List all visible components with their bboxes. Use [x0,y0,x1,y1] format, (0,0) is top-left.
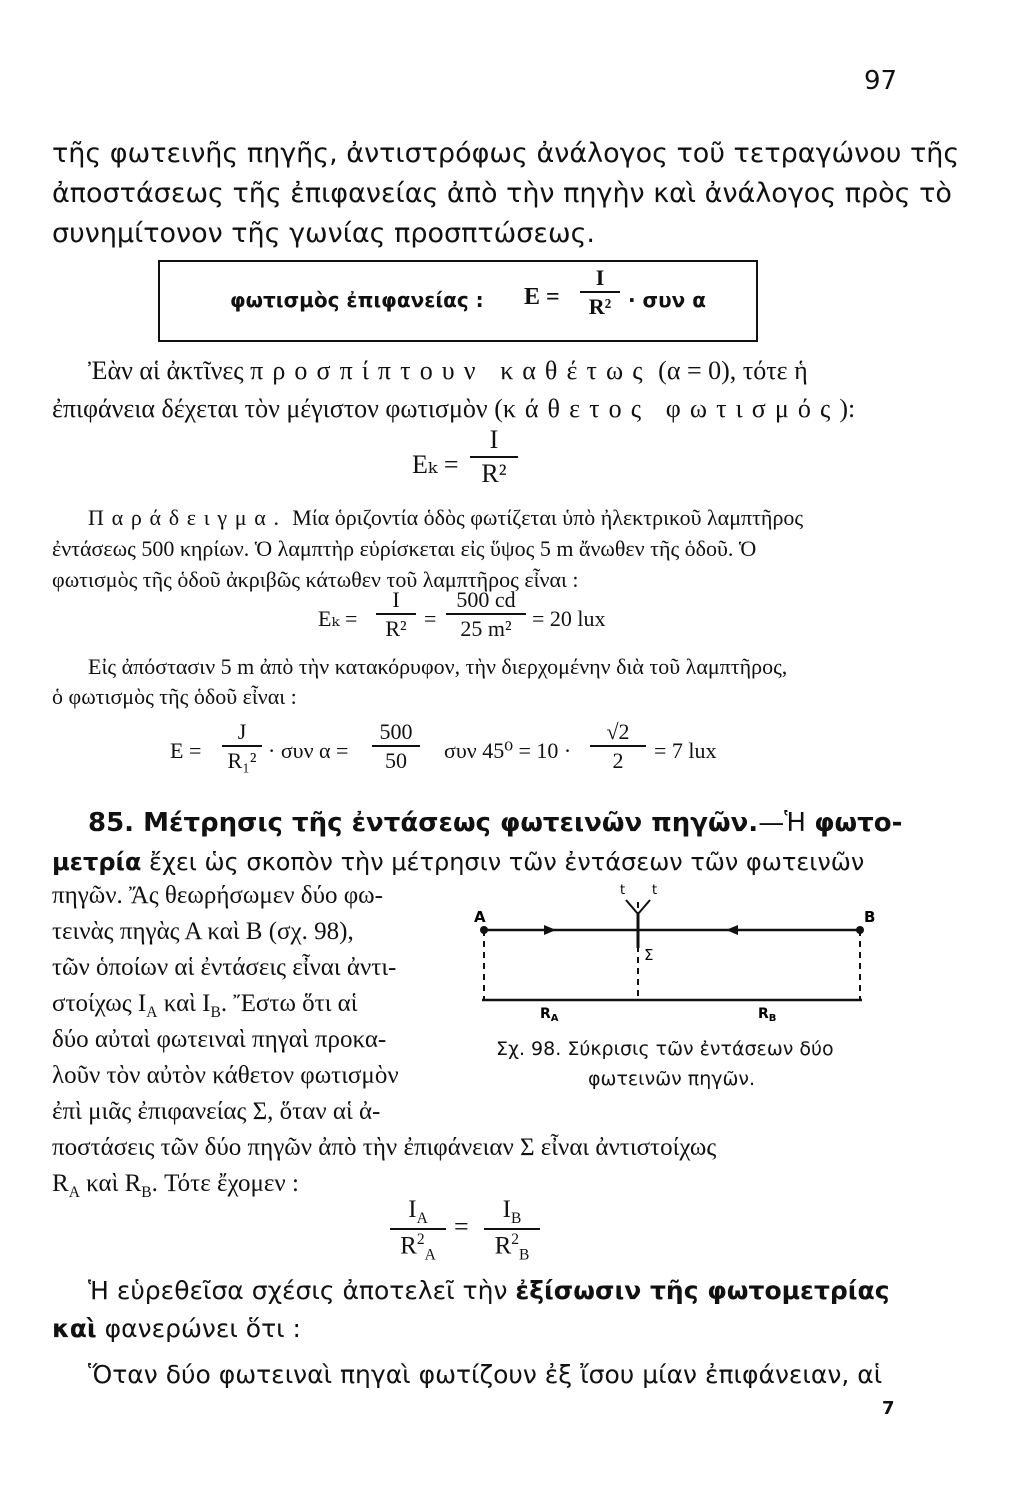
normal-line-2-a: ἐπιφάνεια δέχεται τὸν μέγιστον φωτισμὸν ( [52,394,503,423]
example-f2-num1: J [222,720,262,747]
normal-line-2-b: κάθετος φωτισμός [502,394,840,423]
fig-label-sigma: Σ [644,946,654,964]
section-line-6-sub-a: A [146,1004,158,1021]
section-bold-word-b: μετρία [52,848,142,876]
section-dash: —Ἡ [758,808,806,838]
section-line-3: πηγῶν. Ἄς θεωρήσωμεν δύο φω- [52,882,383,909]
example-f1-den2: 25 m² [460,616,512,642]
fig-label-rb [758,1006,776,1022]
example-f2-frac2 [372,720,420,773]
normal-line-1 [88,356,808,386]
photometry-den-a-main: R [400,1232,417,1260]
photometry-den-a: $R^2_A$ [400,1231,436,1264]
section-line-11-end: . Τότε ἔχομεν : [151,1170,299,1197]
closing-line-2-b: φανερώνει ὅτι : [104,1314,301,1343]
box-formula-rest: · συν α [628,288,706,312]
formula-box [158,260,758,342]
fig-label-ra [540,1006,559,1022]
intro-line-3: συνημίτονον τῆς γωνίας προσπτώσεως. [52,218,596,249]
example-f1-num2: 500 cd [446,588,526,615]
section-line-5: τῶν ὁποίων αἱ ἐντάσεις εἶναι ἀντι- [52,954,397,981]
section-line-6-mid: καὶ I [163,990,211,1017]
photometry-frac-a [390,1196,446,1264]
photometry-num-b [484,1196,540,1230]
example-f2-result: = 7 lux [654,738,717,763]
photometry-num-b-sub: B [510,1210,522,1227]
example-f1-result: = 20 lux [532,606,606,631]
box-formula-den: R² [588,294,612,320]
box-formula-label: φωτισμὸς ἐπιφανείας : [230,288,484,312]
section-line-7: δύο αὐταὶ φωτειναὶ πηγαὶ προκα- [52,1026,387,1053]
example-f1-frac2 [446,588,526,641]
photometry-num-a-main: I [408,1196,417,1223]
closing-line-2-a: καὶ [52,1314,97,1343]
example-f1-den1: R² [385,616,407,642]
normal-line-1-c: (α = 0), τότε ἡ [658,356,808,385]
closing-line-1-a: Ἡ εὑρεθεῖσα σχέσις ἀποτελεῖ τὴν [88,1276,508,1305]
fig-arrow-left [544,925,556,935]
section-line-2-rest: ἔχει ὡς σκοπὸν τὴν μέτρησιν τῶν ἐντάσεων τῶν φωτεινῶν [149,848,865,876]
intro-line-1: τῆς φωτεινῆς πηγῆς, ἀντιστρόφως ἀνάλογος τοῦ τετραγώνου τῆς [52,138,960,169]
normal-formula-num: I [470,426,518,458]
normal-line-2-c: ): [839,394,856,423]
example-f1-num1: I [376,588,416,615]
fig-arrow-right [726,925,738,935]
fig-label-t2: t [652,883,658,898]
example-f2-frac3 [590,720,646,773]
example-line-1-text: Μία ὁριζοντία ὁδὸς φωτίζεται ὑπὸ ἠλεκτρικοῦ λαμπτῆρος [292,505,804,530]
closing-line-1-b: ἐξίσωσιν τῆς φωτομετρίας [515,1276,890,1305]
page-number: 97 [864,66,898,96]
section-line-6-end: . Ἔστω ὅτι αἱ [220,990,358,1017]
section-line-6-a: στοίχως I [52,990,147,1017]
section-line-1 [88,808,902,838]
fig-source-a [480,926,488,934]
section-bold-word-a: φωτο- [814,808,903,838]
section-line-11-sub-a: A [68,1184,80,1201]
example-f1-eq: = [424,606,437,631]
example-heading: Παράδειγμα. [88,505,287,530]
intro-line-2: ἀποστάσεως τῆς ἐπιφανείας ἀπὸ τὴν πηγὴν καὶ ἀνάλογος πρὸς τὸ [52,178,952,209]
normal-formula-fraction [470,426,518,488]
section-title: 85. Μέτρησις τῆς ἐντάσεως φωτεινῶν πηγῶν. [88,808,759,838]
photometry-den-a-sub: A [424,1246,436,1264]
closing-line-2 [52,1314,301,1343]
example-f2-den2: 50 [385,748,407,774]
fig-label-t1: t [620,883,626,898]
photometry-den-b: $R^2_B$ [494,1231,530,1264]
section-line-4: τεινὰς πηγὰς Α καὶ Β (σχ. 98), [52,918,354,945]
example-f2-cos: συν 45⁰ = 10 · [444,738,572,763]
fig-label-b: B [864,908,876,926]
example-line-2: ἐντάσεως 500 κηρίων. Ὁ λαμπτὴρ εὑρίσκεται εἰς ὕψος 5 m ἄνωθεν τῆς ὁδοῦ. Ὁ [52,536,757,561]
section-line-11-mid: καὶ R [86,1170,142,1197]
normal-formula-lhs: Eₖ = [412,450,459,479]
normal-line-1-b: προσπίπτουν καθέτως [250,356,652,385]
fig-label-ra-sub: A [550,1013,559,1022]
photometry-num-b-main: I [502,1196,511,1223]
footer-mark: 7 [882,1398,895,1419]
fig-label-rb-sub: B [768,1013,777,1022]
photometry-frac-b [484,1196,540,1264]
example-f2-lhs: E = [170,738,202,763]
photometry-num-a [390,1196,446,1230]
figure-98 [470,872,890,1022]
section-line-11-a: R [52,1170,69,1197]
example-f1-frac1 [376,588,416,641]
photometry-eq-sign: = [454,1212,469,1241]
section-line-11 [52,1170,299,1202]
example-line-3: φωτισμὸς τῆς ὁδοῦ ἀκριβῶς κάτωθεν τοῦ λαμπτῆρος εἶναι : [52,567,579,592]
fig-source-b [856,926,864,934]
photometry-den-b-sub: B [519,1246,530,1264]
example-f2-num2: 500 [372,720,420,747]
figure-caption-2: φωτεινῶν πηγῶν. [588,1068,756,1090]
example-line-4: Εἰς ἀπόστασιν 5 m ἀπὸ τὴν κατακόρυφον, τὴν διερχομένην διὰ τοῦ λαμπτῆρος, [88,654,788,679]
fig-label-a: A [474,908,486,926]
example-f2-den1: R₁² [227,748,257,774]
example-f2-frac1 [222,720,262,773]
photometry-num-a-sub: A [416,1210,428,1227]
fig-label-ra-main: R [540,1006,551,1022]
example-f1-lhs: Eₖ = [318,606,358,631]
photometry-den-b-main: R [494,1232,512,1260]
fig-label-rb-main: R [758,1006,769,1022]
example-line-5: ὁ φωτισμὸς τῆς ὁδοῦ εἶναι : [52,684,297,709]
closing-line-3: Ὅταν δύο φωτειναὶ πηγαὶ φωτίζουν ἐξ ἴσου μίαν ἐπιφάνειαν, αἱ [88,1360,883,1389]
section-line-10: ποστάσεις τῶν δύο πηγῶν ἀπὸ τὴν ἐπιφάνειαν Σ εἶναι ἀντιστοίχως [52,1134,717,1161]
box-formula-fraction [580,266,620,319]
box-formula-num: I [580,266,620,293]
normal-line-2 [52,394,855,424]
normal-line-1-a: Ἐὰν αἱ ἀκτῖνες [88,356,244,385]
box-formula-lhs: E = [524,284,560,310]
figure-caption-1: Σχ. 98. Σύκρισις τῶν ἐντάσεων δύο [496,1038,834,1060]
example-line-1 [88,505,803,531]
section-line-6 [52,990,358,1022]
example-f2-mid: · συν α = [268,738,349,763]
section-line-11-sub-b: B [141,1184,152,1201]
example-f2-den3: 2 [612,748,624,774]
section-line-6-sub-b: B [210,1004,221,1021]
example-f2-num3: √2 [590,720,646,747]
section-line-9: ἐπὶ μιᾶς ἐπιφανείας Σ, ὅταν αἱ ἀ- [52,1098,381,1125]
closing-line-1 [88,1276,890,1305]
section-line-8: λοῦν τὸν αὐτὸν κάθετον φωτισμὸν [52,1062,399,1089]
normal-formula-den: R² [481,458,507,488]
